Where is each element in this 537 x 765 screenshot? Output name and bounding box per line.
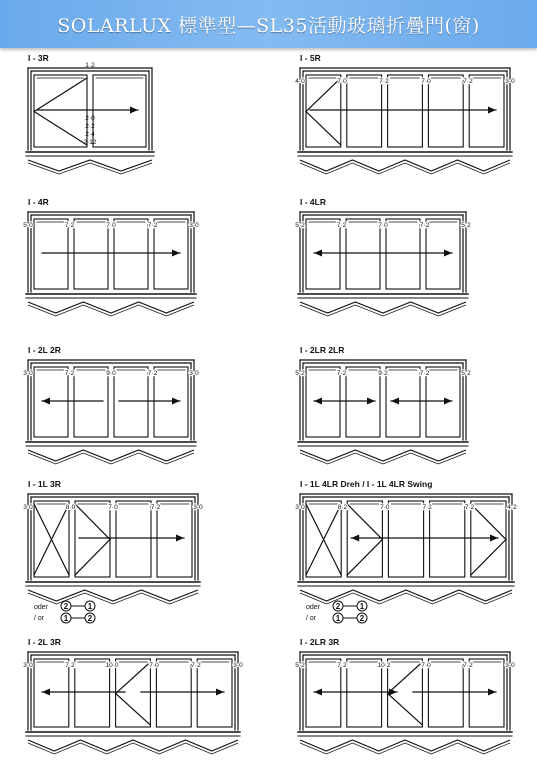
dimension-label: 7·0 — [108, 504, 118, 511]
dimension-label: 7·2 — [419, 370, 430, 377]
dimension-label: 4·2 — [507, 504, 517, 511]
leaf-number: 1 — [63, 614, 69, 623]
dimension-label: 10·2 — [377, 662, 391, 669]
dimension-label: 8·2 — [337, 504, 348, 511]
door-leaf — [75, 501, 110, 577]
dimension-label: 5·0 — [23, 222, 33, 229]
arrow-head — [351, 535, 359, 542]
fold-line — [388, 662, 423, 694]
dimension-label: 7·2 — [336, 370, 347, 377]
dimension-label: 8·0 — [65, 504, 76, 511]
dimension-label: 7·2 — [150, 504, 161, 511]
door-leaf — [154, 367, 188, 437]
arrow-head — [444, 250, 452, 257]
door-leaf — [388, 501, 423, 577]
door-leaf — [114, 367, 148, 437]
door-leaf — [430, 501, 465, 577]
arrow-head — [172, 250, 180, 257]
door-leaf — [116, 659, 151, 727]
dimension-label: 5·2 — [295, 222, 305, 229]
door-leaf — [428, 659, 463, 727]
arrow-head — [42, 689, 50, 696]
door-leaf — [197, 659, 232, 727]
arrow-head — [314, 398, 322, 405]
door-leaf — [157, 501, 192, 577]
door-leaf — [306, 75, 341, 147]
fold-zigzag — [28, 593, 198, 604]
alt-legend-word: / or — [34, 615, 45, 622]
door-leaf — [347, 659, 382, 727]
door-leaf — [426, 367, 460, 437]
door-leaf — [75, 659, 110, 727]
alt-legend-word: / or — [306, 615, 317, 622]
arrow-head — [172, 398, 180, 405]
panel-title: I - 2LR 2LR — [300, 345, 345, 355]
fold-line — [347, 504, 382, 540]
dimension-label: 7·0 — [421, 662, 431, 669]
alt-legend-word: oder — [34, 604, 49, 611]
panel-title: I - 3R — [28, 53, 49, 63]
door-panel — [23, 345, 199, 464]
door-leaf — [34, 367, 68, 437]
dimension-label: 2·4 — [85, 131, 95, 138]
dimension-label: 4·0 — [295, 78, 305, 85]
dimension-label: 7·2 — [64, 370, 75, 377]
door-panel — [295, 53, 515, 174]
door-leaf — [469, 75, 504, 147]
door-leaf — [154, 219, 188, 289]
dimension-label: 7·2 — [191, 662, 201, 669]
dimension-label: 7·0 — [378, 222, 388, 229]
dimension-label: 7·2 — [379, 78, 389, 85]
panel-title: I - 1L 3R — [28, 479, 61, 489]
dimension-label: 3·0 — [23, 662, 33, 669]
panel-title: I - 4R — [28, 197, 49, 207]
fold-zigzag — [300, 160, 510, 171]
dimension-label: 7·0 — [380, 504, 390, 511]
door-leaf — [114, 219, 148, 289]
dimension-label: 7·2 — [419, 222, 430, 229]
leaf-number: 1 — [87, 602, 93, 611]
dimension-label: 7·2 — [64, 222, 75, 229]
fold-line — [34, 78, 87, 112]
door-leaf — [347, 75, 382, 147]
door-leaf — [34, 659, 69, 727]
dimension-label: 3·0 — [295, 504, 305, 511]
page-title: SOLARLUX 標準型—SL35活動玻璃折疊門(窗) — [57, 15, 480, 37]
dimension-label: 3·0 — [505, 78, 515, 85]
dimension-label: 9·2 — [378, 370, 388, 377]
arrow-head — [391, 398, 399, 405]
arrow-head — [42, 398, 50, 405]
arrow-head — [176, 535, 184, 542]
door-leaf — [116, 501, 151, 577]
fold-zigzag — [300, 590, 512, 601]
door-leaf — [388, 75, 423, 147]
fold-zigzag — [300, 305, 466, 316]
door-panel — [295, 637, 515, 754]
fold-zigzag — [28, 302, 194, 313]
door-leaf — [347, 501, 382, 577]
door-leaf — [471, 501, 506, 577]
door-panel — [295, 345, 471, 464]
arrow-head — [444, 398, 452, 405]
dimension-label: 7·0 — [421, 78, 431, 85]
door-leaf — [346, 219, 380, 289]
arrow-head — [216, 689, 224, 696]
dimension-label: 3·0 — [23, 504, 33, 511]
dimension-label: 1·2 — [85, 62, 95, 69]
leaf-number: 2 — [63, 602, 69, 611]
panel-title: I - 2L 2R — [28, 345, 61, 355]
dimension-label: 2·0 — [85, 115, 95, 122]
arrow-head — [490, 535, 498, 542]
dimension-label: 5·2 — [295, 370, 305, 377]
leaf-number: 2 — [359, 614, 365, 623]
leaf-number: 2 — [335, 602, 341, 611]
leaf-number: 2 — [87, 614, 93, 623]
door-leaf — [386, 367, 420, 437]
door-leaf — [306, 367, 340, 437]
arrow-head — [130, 107, 138, 114]
dimension-label: 5·2 — [461, 370, 471, 377]
fold-line — [347, 540, 382, 576]
dimension-label: 10·0 — [105, 662, 119, 669]
fold-zigzag — [28, 305, 194, 316]
panel-title: I - 2L 3R — [28, 637, 61, 647]
fold-zigzag — [28, 450, 194, 461]
door-panel — [23, 479, 203, 623]
dimension-label: 7·2 — [65, 662, 75, 669]
arrow-head — [389, 689, 397, 696]
fold-line — [471, 540, 506, 576]
fold-zigzag — [28, 590, 198, 601]
dimension-label: 7·2 — [463, 78, 473, 85]
panel-title: I - 1L 4LR Dreh / I - 1L 4LR Swing — [300, 479, 433, 489]
panel-title: I - 5R — [300, 53, 321, 63]
fold-zigzag — [300, 302, 466, 313]
fold-zigzag — [28, 163, 152, 174]
door-leaf — [156, 659, 191, 727]
fold-zigzag — [300, 450, 466, 461]
fold-line — [75, 504, 110, 540]
fold-line — [116, 662, 151, 694]
dimension-label: 3·0 — [505, 662, 515, 669]
door-leaf — [306, 219, 340, 289]
panel-title: I - 2LR 3R — [300, 637, 340, 647]
door-panel — [23, 197, 199, 316]
arrow-head — [488, 689, 496, 696]
arrow-head — [488, 107, 496, 114]
dimension-label: 7·2 — [336, 222, 347, 229]
alt-legend-word: oder — [306, 604, 321, 611]
dimension-label: 3·0 — [233, 662, 243, 669]
arrow-head — [314, 689, 322, 696]
fold-line — [471, 504, 506, 540]
dimension-label: 7·2 — [147, 222, 158, 229]
dimension-label: 2·2 — [85, 123, 95, 130]
dimension-label: 7·2 — [147, 370, 158, 377]
fold-zigzag — [28, 453, 194, 464]
door-leaf — [34, 219, 68, 289]
fold-line — [75, 540, 110, 576]
door-leaf — [469, 659, 504, 727]
dimension-label: 3·0 — [193, 504, 203, 511]
fold-zigzag — [28, 740, 238, 751]
dimension-label: 7·2 — [464, 504, 475, 511]
fold-line — [306, 112, 341, 146]
dimension-label: 3·0 — [23, 370, 33, 377]
door-leaf — [346, 367, 380, 437]
dimension-label: 3·0 — [189, 370, 199, 377]
leaf-number: 1 — [335, 614, 341, 623]
door-panel — [26, 53, 154, 174]
fold-zigzag — [300, 740, 510, 751]
dimension-label: 7·0 — [106, 222, 116, 229]
door-leaf — [306, 659, 341, 727]
dimension-label: 7·2 — [337, 662, 347, 669]
dimension-label: 7·2 — [422, 504, 432, 511]
dimension-label: 7·0 — [337, 78, 347, 85]
door-leaf — [426, 219, 460, 289]
door-leaf — [386, 219, 420, 289]
panel-title: I - 4LR — [300, 197, 326, 207]
fold-zigzag — [300, 453, 466, 464]
door-leaf — [74, 219, 108, 289]
dimension-label: 5·2 — [295, 662, 305, 669]
dimension-label: 7·0 — [149, 662, 159, 669]
fold-line — [306, 78, 341, 112]
door-panel — [295, 197, 471, 316]
fold-line — [388, 694, 423, 726]
door-leaf — [34, 75, 87, 147]
leaf-number: 1 — [359, 602, 365, 611]
door-panel — [295, 479, 517, 623]
dimension-label: 9·0 — [106, 370, 116, 377]
dimension-label: 7·2 — [463, 662, 473, 669]
door-leaf — [93, 75, 146, 147]
door-leaf — [74, 367, 108, 437]
fold-line — [116, 694, 151, 726]
arrow-head — [314, 250, 322, 257]
door-panel — [23, 637, 243, 754]
fold-line — [34, 112, 87, 146]
arrow-head — [367, 398, 375, 405]
dimension-label: 2·12 — [83, 139, 97, 146]
dimension-label: 5·2 — [461, 222, 471, 229]
dimension-label: 3·0 — [189, 222, 199, 229]
door-leaf — [428, 75, 463, 147]
